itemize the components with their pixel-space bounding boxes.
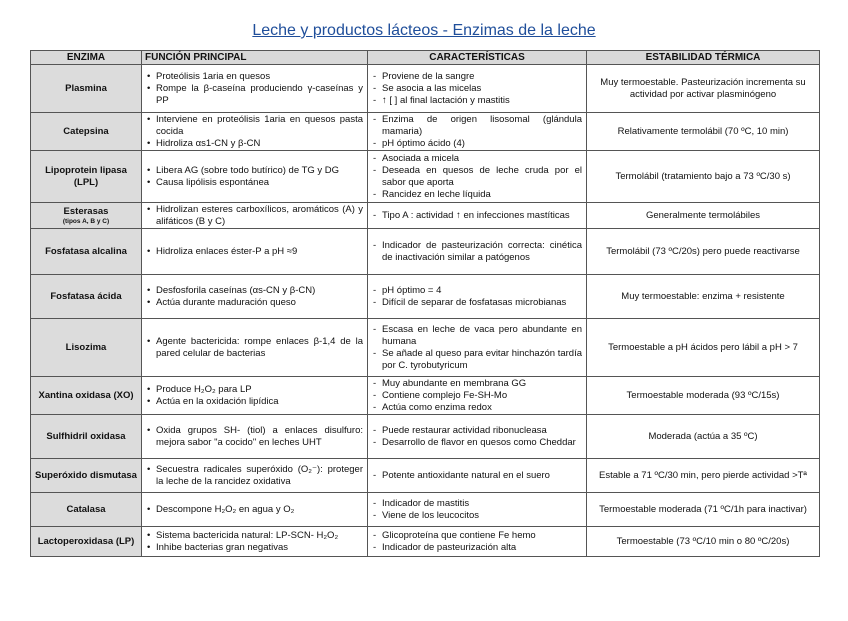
header-characteristics: CARACTERÍSTICAS xyxy=(368,51,587,65)
enzyme-name: Xantina oxidasa (XO) xyxy=(38,389,134,401)
enzyme-cell xyxy=(31,493,142,527)
header-enzyme: ENZIMA xyxy=(31,51,142,65)
table-row xyxy=(31,65,820,113)
characteristic-item: - Actúa como enzima redox xyxy=(372,402,582,414)
function-item: • Produce H₂O₂ para LP xyxy=(146,384,363,396)
function-item: • Hidroliza αs1-CN y β-CN xyxy=(146,138,363,150)
function-item: • Interviene en proteólisis 1aria en quesos pasta cocida xyxy=(146,114,363,138)
characteristic-item: - pH óptimo = 4 xyxy=(372,285,582,297)
page-title-text: Leche y productos lácteos - Enzimas de la leche xyxy=(252,22,596,39)
characteristic-item: - ↑ [ ] al final lactación y mastitis xyxy=(372,95,582,107)
characteristic-item: - Desarrollo de flavor en quesos como Cheddar xyxy=(372,437,582,449)
function-item: • Desfosforila caseínas (αs-CN y β-CN) xyxy=(146,285,363,297)
header-stability: ESTABILIDAD TÉRMICA xyxy=(587,51,820,65)
characteristics-list xyxy=(372,498,582,522)
characteristic-item: - Rancidez en leche líquida xyxy=(372,189,582,201)
characteristics-cell xyxy=(368,493,587,527)
enzyme-cell xyxy=(31,65,142,113)
function-cell xyxy=(142,229,368,275)
enzyme-name: Fosfatasa alcalina xyxy=(45,245,127,257)
function-item: • Hidrolizan esteres carboxílicos, aromáticos (A) y alifáticos (B y C) xyxy=(146,204,363,228)
stability-cell: Termoestable (73 ºC/10 min o 80 ºC/20s) xyxy=(587,527,820,557)
characteristic-item: - Difícil de separar de fosfatasas microbianas xyxy=(372,297,582,309)
characteristics-list xyxy=(372,378,582,414)
characteristic-item: - Indicador de pasteurización correcta: cinética de inactivación similar a patógenos xyxy=(372,240,582,264)
enzyme-subtitle: (tipos A, B y C) xyxy=(62,217,110,225)
characteristic-item: - Viene de los leucocitos xyxy=(372,510,582,522)
characteristic-item: - Se añade al queso para evitar hinchazón tardía por C. tyrobutyricum xyxy=(372,348,582,372)
enzyme-cell xyxy=(31,415,142,459)
table-row xyxy=(31,151,820,203)
enzyme-name: Lisozima xyxy=(65,341,107,353)
function-list xyxy=(146,425,363,449)
table-row xyxy=(31,113,820,151)
table-row xyxy=(31,203,820,229)
table-row xyxy=(31,493,820,527)
characteristic-item: - Escasa en leche de vaca pero abundante en humana xyxy=(372,324,582,348)
characteristic-item: - Tipo A : actividad ↑ en infecciones mastíticas xyxy=(372,210,582,222)
stability-cell: Termolábil (73 ºC/20s) pero puede reactivarse xyxy=(587,229,820,275)
table-row xyxy=(31,415,820,459)
characteristics-list xyxy=(372,425,582,449)
characteristics-cell xyxy=(368,459,587,493)
function-cell xyxy=(142,151,368,203)
function-list xyxy=(146,246,363,258)
function-cell xyxy=(142,203,368,229)
characteristic-item: - Proviene de la sangre xyxy=(372,71,582,83)
enzyme-name: Esterasas xyxy=(63,205,109,217)
function-item: • Sistema bactericida natural: LP-SCN- H₂O₂ xyxy=(146,530,363,542)
table-row xyxy=(31,319,820,377)
characteristic-item: - Asociada a micela xyxy=(372,153,582,165)
characteristic-item: - Se asocia a las micelas xyxy=(372,83,582,95)
function-item: • Actúa en la oxidación lipídica xyxy=(146,396,363,408)
characteristics-list xyxy=(372,71,582,107)
characteristics-list xyxy=(372,153,582,201)
table-row xyxy=(31,275,820,319)
enzyme-name: Superóxido dismutasa xyxy=(35,469,137,481)
function-cell xyxy=(142,415,368,459)
characteristics-list xyxy=(372,530,582,554)
function-item: • Causa lipólisis espontánea xyxy=(146,177,363,189)
characteristics-cell xyxy=(368,527,587,557)
characteristics-cell xyxy=(368,319,587,377)
stability-cell: Generalmente termolábiles xyxy=(587,203,820,229)
characteristics-list xyxy=(372,470,582,482)
enzyme-name: Catalasa xyxy=(66,503,106,515)
characteristics-cell xyxy=(368,65,587,113)
characteristics-list xyxy=(372,114,582,150)
function-list xyxy=(146,114,363,150)
table-row xyxy=(31,377,820,415)
enzyme-cell xyxy=(31,113,142,151)
header-function: FUNCIÓN PRINCIPAL xyxy=(142,51,368,65)
characteristic-item: - Glicoproteína que contiene Fe hemo xyxy=(372,530,582,542)
table-row xyxy=(31,527,820,557)
function-list xyxy=(146,530,363,554)
characteristic-item: - Enzima de origen lisosomal (glándula mamaria) xyxy=(372,114,582,138)
characteristics-cell xyxy=(368,377,587,415)
function-cell xyxy=(142,527,368,557)
stability-cell: Estable a 71 ºC/30 min, pero pierde actividad >Tª xyxy=(587,459,820,493)
characteristics-cell xyxy=(368,415,587,459)
function-cell xyxy=(142,377,368,415)
characteristics-list xyxy=(372,285,582,309)
characteristics-cell xyxy=(368,203,587,229)
function-list xyxy=(146,336,363,360)
enzyme-name: Plasmina xyxy=(65,82,107,94)
stability-cell: Moderada (actúa a 35 ºC) xyxy=(587,415,820,459)
enzyme-cell xyxy=(31,377,142,415)
function-item: • Proteólisis 1aria en quesos xyxy=(146,71,363,83)
characteristics-list xyxy=(372,240,582,264)
characteristics-cell xyxy=(368,229,587,275)
characteristic-item: - Muy abundante en membrana GG xyxy=(372,378,582,390)
table-row xyxy=(31,459,820,493)
function-list xyxy=(146,464,363,488)
function-list xyxy=(146,285,363,309)
function-item: • Rompe la β-caseína produciendo γ-caseínas y PP xyxy=(146,83,363,107)
characteristic-item: - Contiene complejo Fe-SH-Mo xyxy=(372,390,582,402)
characteristic-item: - pH óptimo ácido (4) xyxy=(372,138,582,150)
enzyme-name: Fosfatasa ácida xyxy=(50,290,122,302)
function-list xyxy=(146,165,363,189)
characteristics-cell xyxy=(368,113,587,151)
enzyme-name: Sulfhidril oxidasa xyxy=(46,430,126,442)
page-title xyxy=(0,22,848,44)
function-item: • Libera AG (sobre todo butírico) de TG y DG xyxy=(146,165,363,177)
stability-cell: Relativamente termolábil (70 ºC, 10 min) xyxy=(587,113,820,151)
enzyme-cell xyxy=(31,319,142,377)
enzyme-cell xyxy=(31,275,142,319)
stability-cell: Termoestable a pH ácidos pero lábil a pH > 7 xyxy=(587,319,820,377)
function-cell xyxy=(142,319,368,377)
function-list xyxy=(146,504,363,516)
function-cell xyxy=(142,275,368,319)
stability-cell: Termoestable moderada (93 ºC/15s) xyxy=(587,377,820,415)
enzymes-table xyxy=(30,50,820,557)
function-item: • Secuestra radicales superóxido (O₂⁻): proteger la leche de la rancidez oxidativa xyxy=(146,464,363,488)
table-header-row xyxy=(31,51,820,65)
function-cell xyxy=(142,459,368,493)
function-list xyxy=(146,384,363,408)
function-item: • Descompone H₂O₂ en agua y O₂ xyxy=(146,504,363,516)
enzyme-cell xyxy=(31,203,142,229)
characteristic-item: - Indicador de pasteurización alta xyxy=(372,542,582,554)
function-item: • Inhibe bacterias gran negativas xyxy=(146,542,363,554)
enzyme-cell xyxy=(31,527,142,557)
enzyme-cell xyxy=(31,459,142,493)
stability-cell: Termoestable moderada (71 ºC/1h para inactivar) xyxy=(587,493,820,527)
characteristic-item: - Puede restaurar actividad ribonucleasa xyxy=(372,425,582,437)
characteristics-list xyxy=(372,210,582,222)
function-item: • Actúa durante maduración queso xyxy=(146,297,363,309)
characteristic-item: - Deseada en quesos de leche cruda por el sabor que aporta xyxy=(372,165,582,189)
stability-cell: Muy termoestable: enzima + resistente xyxy=(587,275,820,319)
characteristics-cell xyxy=(368,151,587,203)
enzyme-cell xyxy=(31,151,142,203)
enzyme-name: Catepsina xyxy=(63,125,109,137)
enzyme-name: Lipoprotein lipasa (LPL) xyxy=(45,164,127,188)
characteristics-list xyxy=(372,324,582,372)
function-item: • Oxida grupos SH- (tiol) a enlaces disulfuro: mejora sabor "a cocido" en leches UHT xyxy=(146,425,363,449)
function-cell xyxy=(142,113,368,151)
function-cell xyxy=(142,493,368,527)
table-body xyxy=(31,65,820,557)
stability-cell: Termolábil (tratamiento bajo a 73 ºC/30 s) xyxy=(587,151,820,203)
function-item: • Hidroliza enlaces éster-P a pH ≈9 xyxy=(146,246,363,258)
stability-cell: Muy termoestable. Pasteurización incrementa su actividad por activar plasminógeno xyxy=(587,65,820,113)
enzyme-cell xyxy=(31,229,142,275)
function-item: • Agente bactericida: rompe enlaces β-1,4 de la pared celular de bacterias xyxy=(146,336,363,360)
function-list xyxy=(146,71,363,107)
characteristic-item: - Indicador de mastitis xyxy=(372,498,582,510)
enzyme-name: Lactoperoxidasa (LP) xyxy=(37,535,135,547)
function-list xyxy=(146,204,363,228)
characteristic-item: - Potente antioxidante natural en el suero xyxy=(372,470,582,482)
function-cell xyxy=(142,65,368,113)
table-row xyxy=(31,229,820,275)
characteristics-cell xyxy=(368,275,587,319)
